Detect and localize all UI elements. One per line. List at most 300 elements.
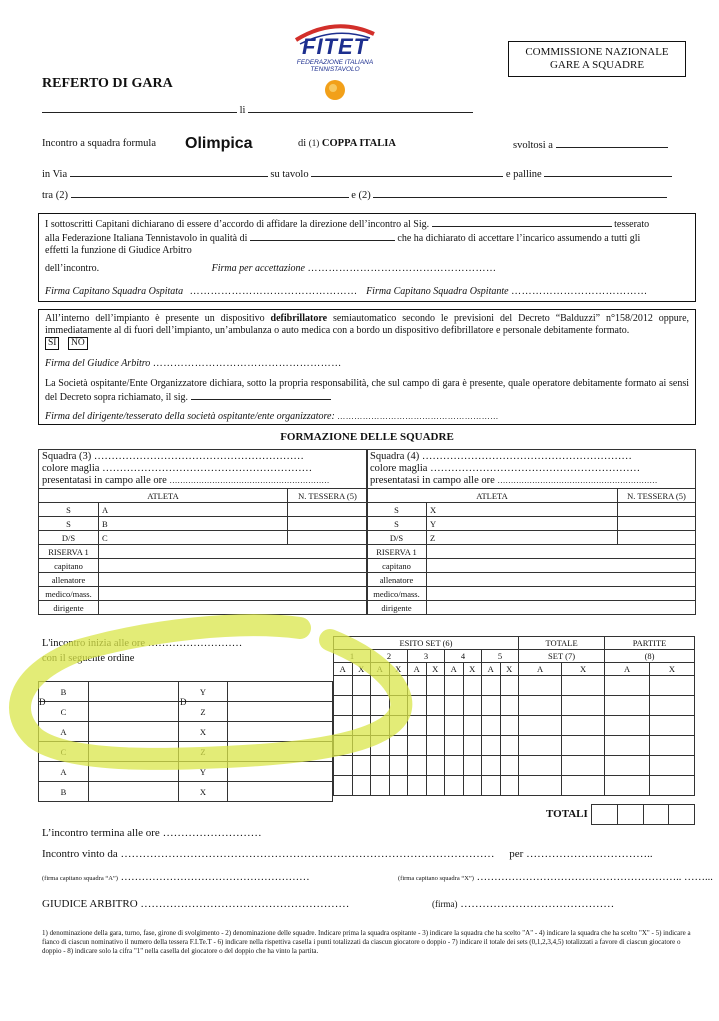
team-a-table-header: [39, 489, 368, 503]
team-a-name-cell[interactable]: [88, 722, 178, 742]
termina-label: L’incontro termina alle ore: [42, 827, 160, 839]
score-cell[interactable]: [519, 696, 562, 716]
set-4-header: 4: [445, 650, 482, 663]
agreement-text1: I sottoscritti Capitani dichiarano di essere d’accordo di affidare la direzione dell’incontro al Sig.: [45, 219, 430, 230]
score-cell[interactable]: [500, 716, 519, 736]
score-cell[interactable]: [605, 696, 650, 716]
a-column-header: A: [605, 663, 650, 676]
score-cell[interactable]: [352, 776, 371, 796]
a-column-header: A: [408, 663, 427, 676]
results-header-row1: [334, 637, 695, 650]
score-cell[interactable]: [605, 676, 650, 696]
player-letter: A: [102, 504, 109, 515]
score-cell[interactable]: [650, 676, 695, 696]
totali-cell[interactable]: [643, 805, 669, 825]
societa-paragraph: [45, 378, 689, 404]
score-cell[interactable]: [445, 776, 464, 796]
colore-field-a[interactable]: ……………………………………………………: [102, 463, 313, 474]
table-row: [334, 716, 695, 736]
staff-cell: allenatore: [367, 573, 427, 587]
team-a-player-cell: C: [39, 702, 89, 722]
staff-field[interactable]: [427, 601, 696, 615]
presentatasi-field-a[interactable]: ……………………………………………………: [169, 476, 330, 485]
score-cell[interactable]: [445, 716, 464, 736]
firma-x-label: (firma capitano squadra “X”): [398, 875, 474, 882]
logo-subtitle: [294, 59, 376, 73]
score-cell[interactable]: [482, 716, 501, 736]
table-row: [39, 762, 333, 782]
via-line: [42, 167, 672, 180]
riserva-cell: RISERVA 1: [39, 545, 99, 559]
set-2-header: 2: [371, 650, 408, 663]
tessera-cell[interactable]: [618, 531, 696, 545]
d-label-left: D: [39, 697, 46, 707]
firma-dir-label: Firma del dirigente/tesserato della società ospitante/ente organizzatore:: [45, 411, 335, 422]
partite-header: PARTITE: [605, 637, 695, 650]
firma-ga-field[interactable]: ………………………………………………: [152, 358, 342, 369]
table-row: [39, 517, 368, 531]
score-cell[interactable]: [389, 756, 408, 776]
di-note: (1): [308, 138, 320, 148]
firma-ga-row: [45, 358, 689, 370]
team-a-name-cell[interactable]: [88, 762, 178, 782]
score-cell[interactable]: [519, 676, 562, 696]
score-cell[interactable]: [352, 716, 371, 736]
score-cell[interactable]: [426, 776, 445, 796]
table-row: [367, 531, 696, 545]
team-x-name-cell[interactable]: [228, 782, 333, 802]
score-cell[interactable]: [426, 736, 445, 756]
player-letter: Y: [430, 518, 437, 529]
score-cell[interactable]: [334, 716, 353, 736]
player-letter: C: [102, 532, 108, 543]
footnote: 1) denominazione della gara, turno, fase, girone di svolgimento - 2) denominazione delle squadre. Indicare prima la squadra ospitante - 3) indicare la squadra che ha scelto "A" - 4) indicare la squadra che ha scelto "X" - 5) indicare a fianco di ciascun nominativo il numero della tessera F.I.Te.T - 6) indicare nella rispettiva casella i punti totalizzati da ciascun giocatore o doppio - 7) indicare il totale dei sets (0,1,2,3,4,5) totalizzati a favore di ciascun giocatore o doppio - 8) indicare solo la cifra "1" nella casella del giocatore o del doppio che ha vinto la partita.: [42, 929, 691, 955]
score-cell[interactable]: [334, 736, 353, 756]
tessera-cell[interactable]: [618, 503, 696, 517]
score-cell[interactable]: [389, 696, 408, 716]
role-cell: S: [367, 517, 427, 531]
score-cell[interactable]: [463, 716, 482, 736]
table-row: [39, 573, 368, 587]
agreement-line1: [45, 217, 689, 231]
staff-cell: dirigente: [39, 601, 99, 615]
team-x-formation: [366, 449, 696, 615]
firma-capitani-line: [42, 872, 310, 883]
presentatasi-field-x[interactable]: ……………………………………………………: [497, 476, 658, 485]
team-x-player-cell: Z: [178, 742, 228, 762]
firma-x-field[interactable]: ………………………………………………….. ……...: [476, 872, 713, 883]
firma-ospitante-field[interactable]: …………………………………: [511, 286, 648, 297]
si-checkbox[interactable]: SI: [45, 337, 59, 350]
agreement-line3: effetti la funzione di Giudice Arbitro: [45, 245, 192, 256]
table-row: [39, 545, 368, 559]
incontro-line: [42, 138, 156, 149]
score-cell[interactable]: [371, 776, 390, 796]
table-row: [367, 573, 696, 587]
score-cell[interactable]: [334, 696, 353, 716]
a-column-header: A: [482, 663, 501, 676]
giudice-label: GIUDICE ARBITRO: [42, 898, 138, 910]
termina-line: [42, 827, 262, 839]
score-cell[interactable]: [650, 736, 695, 756]
agreement-line4: [45, 263, 689, 275]
score-cell[interactable]: [500, 776, 519, 796]
score-cell[interactable]: [371, 716, 390, 736]
table-row: [334, 736, 695, 756]
team-x-name-cell[interactable]: [228, 722, 333, 742]
table-row: [367, 545, 696, 559]
firma-accettazione-field[interactable]: ………………………………………………: [307, 263, 497, 274]
score-cell[interactable]: [562, 716, 605, 736]
score-cell[interactable]: [389, 676, 408, 696]
squadra3-field[interactable]: ……………………………………………………: [93, 451, 304, 462]
commission-line2: GARE A SQUADRE: [549, 59, 645, 71]
score-cell[interactable]: [334, 776, 353, 796]
atleta-cell[interactable]: [99, 517, 288, 531]
staff-field[interactable]: [99, 587, 368, 601]
results-header-row2: [334, 650, 695, 663]
team-a-colore: [42, 463, 364, 475]
score-cell[interactable]: [389, 716, 408, 736]
score-cell[interactable]: [371, 696, 390, 716]
team-a-player-cell: A: [39, 722, 89, 742]
presentatasi-label-a: presentatasi in campo alle ore: [42, 475, 167, 486]
score-cell[interactable]: [426, 696, 445, 716]
player-letter: X: [430, 504, 437, 515]
firma-giudice-field[interactable]: ……………………………………: [460, 898, 615, 910]
esito-header: ESITO SET (6): [334, 637, 519, 650]
firma-accettazione-label: Firma per accettazione: [211, 263, 305, 274]
score-cell[interactable]: [519, 756, 562, 776]
score-cell[interactable]: [426, 716, 445, 736]
totali-cell[interactable]: [592, 805, 618, 825]
a-column-header: A: [445, 663, 464, 676]
score-cell[interactable]: [352, 756, 371, 776]
no-checkbox[interactable]: NO: [68, 337, 88, 350]
operatore-field[interactable]: [191, 390, 331, 400]
x-column-header: X: [562, 663, 605, 676]
score-cell[interactable]: [463, 696, 482, 716]
team-x-player-cell: Y: [178, 682, 228, 702]
referee-name-field[interactable]: [432, 217, 612, 227]
score-cell[interactable]: [605, 776, 650, 796]
firma-ospitata-field[interactable]: …………………………………………: [189, 286, 358, 297]
commission-box: [508, 41, 686, 77]
tra-label: tra (2): [42, 190, 68, 201]
score-cell[interactable]: [371, 756, 390, 776]
team-x-player-cell: Z: [178, 702, 228, 722]
date-field[interactable]: [248, 103, 473, 113]
team-a-name-cell[interactable]: [88, 702, 178, 722]
team-x-player-cell: Y: [178, 762, 228, 782]
agreement-line2: [45, 231, 689, 245]
riserva-field[interactable]: [99, 545, 368, 559]
defibrillator-box: [38, 309, 696, 425]
set-3-header: 3: [408, 650, 445, 663]
staff-field[interactable]: [427, 559, 696, 573]
table-row: [39, 559, 368, 573]
score-cell[interactable]: [408, 696, 427, 716]
score-cell[interactable]: [463, 776, 482, 796]
ordine-label: con il seguente ordine: [42, 653, 135, 664]
team2-field[interactable]: [373, 188, 667, 198]
score-cell[interactable]: [352, 736, 371, 756]
palline-field[interactable]: [544, 167, 672, 177]
table-row: [39, 601, 368, 615]
staff-cell: allenatore: [39, 573, 99, 587]
team-x-presentatasi: [370, 475, 692, 487]
staff-field[interactable]: [99, 573, 368, 587]
score-cell[interactable]: [389, 736, 408, 756]
results-header-row3: [334, 663, 695, 676]
score-cell[interactable]: [519, 716, 562, 736]
table-row: [334, 696, 695, 716]
team-a-name-cell[interactable]: [88, 682, 178, 702]
set-1-header: 1: [334, 650, 371, 663]
score-cell[interactable]: [408, 716, 427, 736]
competition-line: [298, 138, 396, 149]
score-cell[interactable]: [445, 736, 464, 756]
score-cell[interactable]: [408, 776, 427, 796]
atleta-cell[interactable]: [99, 503, 288, 517]
score-cell[interactable]: [482, 776, 501, 796]
table-row: [334, 676, 695, 696]
player-letter: Z: [430, 532, 436, 543]
table-row: [334, 756, 695, 776]
score-cell[interactable]: [482, 756, 501, 776]
vinto-label: Incontro vinto da: [42, 848, 118, 860]
team-a-presentatasi: [42, 475, 364, 487]
score-cell[interactable]: [650, 756, 695, 776]
set7-header: SET (7): [519, 650, 605, 663]
societa-text: La Società ospitante/Ente Organizzatore dichiara, sotto la propria responsabilità, che sul campo di gara è presente, quale operatore debitamente formato ai sensi del Decreto sopra richiamato, il sig.: [45, 378, 689, 403]
colore-label-a: colore maglia: [42, 463, 100, 474]
team-a-formation: [38, 449, 368, 615]
totali-row: [592, 805, 695, 825]
score-cell[interactable]: [562, 696, 605, 716]
defib-paragraph: [45, 313, 689, 337]
team-x-name-cell[interactable]: [228, 682, 333, 702]
atleta-cell[interactable]: [427, 517, 618, 531]
role-cell: S: [39, 503, 99, 517]
team-a-player-cell: B: [39, 782, 89, 802]
table-row: [39, 742, 333, 762]
score-rows: [334, 676, 695, 796]
vinto-field[interactable]: …………………………………………………………………………………………: [120, 848, 495, 860]
staff-cell: medico/mass.: [367, 587, 427, 601]
team-a-name-cell[interactable]: [88, 782, 178, 802]
di-label: di: [298, 138, 307, 149]
a-column-header: A: [371, 663, 390, 676]
team1-field[interactable]: [71, 188, 349, 198]
table-row: [334, 776, 695, 796]
team-x-name-cell[interactable]: [228, 742, 333, 762]
score-cell[interactable]: [650, 696, 695, 716]
page-title: REFERTO DI GARA: [42, 76, 173, 91]
place-field[interactable]: [42, 103, 237, 113]
per-field[interactable]: ……………………………..: [526, 848, 653, 860]
tessera-header-a: N. TESSERA (5): [288, 489, 368, 503]
tesserato-label: tesserato: [614, 219, 650, 230]
dell-incontro: dell’incontro.: [45, 263, 100, 274]
logo-subtitle-1: FEDERAZIONE ITALIANA: [296, 59, 374, 66]
score-cell[interactable]: [605, 756, 650, 776]
tessera-cell[interactable]: [288, 503, 368, 517]
staff-cell: dirigente: [367, 601, 427, 615]
tavolo-field[interactable]: [311, 167, 503, 177]
svoltosi-field[interactable]: [556, 138, 668, 148]
colore-label-x: colore maglia: [370, 463, 428, 474]
score-cell[interactable]: [482, 696, 501, 716]
totali-cell[interactable]: [617, 805, 643, 825]
table-row: [39, 722, 333, 742]
team-x-squadra: [370, 451, 692, 463]
firma-a-label: (firma capitano squadra “A”): [42, 875, 118, 882]
score-cell[interactable]: [445, 696, 464, 716]
team-a-player-cell: B: [39, 682, 89, 702]
via-field[interactable]: [70, 167, 268, 177]
palline-label: e palline: [505, 169, 542, 180]
x-column-header: X: [352, 663, 371, 676]
score-cell[interactable]: [463, 736, 482, 756]
agreement-text2a: alla Federazione Italiana Tennistavolo in qualità di: [45, 233, 248, 244]
formula-value: Olimpica: [185, 135, 253, 152]
score-cell[interactable]: [562, 676, 605, 696]
colore-field-x[interactable]: ……………………………………………………: [430, 463, 641, 474]
score-cell[interactable]: [334, 676, 353, 696]
firma-ospitante-label: Firma Capitano Squadra Ospitante: [366, 286, 509, 297]
fitet-logo: [290, 22, 380, 102]
results-table: [333, 636, 695, 796]
staff-field[interactable]: [99, 601, 368, 615]
score-cell[interactable]: [605, 736, 650, 756]
role-cell: S: [39, 517, 99, 531]
li-label: li: [239, 105, 246, 116]
firma-giudice-line: [432, 898, 614, 910]
set-5-header: 5: [482, 650, 519, 663]
via-label: in Via: [42, 169, 68, 180]
score-cell[interactable]: [500, 676, 519, 696]
staff-field[interactable]: [427, 573, 696, 587]
score-cell[interactable]: [408, 676, 427, 696]
score-cell[interactable]: [562, 736, 605, 756]
score-cell[interactable]: [408, 736, 427, 756]
table-row: [39, 587, 368, 601]
p8-header: (8): [605, 650, 695, 663]
atleta-header-a: ATLETA: [39, 489, 288, 503]
score-cell[interactable]: [463, 756, 482, 776]
score-cell[interactable]: [334, 756, 353, 776]
score-cell[interactable]: [426, 756, 445, 776]
role-field[interactable]: [250, 231, 395, 241]
score-cell[interactable]: [371, 676, 390, 696]
score-cell[interactable]: [562, 756, 605, 776]
defib-text-a: All’interno dell’impianto è presente un dispositivo: [45, 313, 265, 324]
score-cell[interactable]: [408, 756, 427, 776]
teams-line: [42, 188, 667, 201]
team-x-colore: [370, 463, 692, 475]
score-cell[interactable]: [426, 676, 445, 696]
score-cell[interactable]: [352, 696, 371, 716]
team-x-name-cell[interactable]: [228, 762, 333, 782]
score-cell[interactable]: [500, 736, 519, 756]
squadra3-label: Squadra (3): [42, 451, 92, 462]
inizia-field[interactable]: ………………………: [147, 638, 243, 649]
score-cell[interactable]: [650, 716, 695, 736]
table-row: [367, 503, 696, 517]
atleta-cell[interactable]: [427, 503, 618, 517]
riserva-field[interactable]: [427, 545, 696, 559]
presentatasi-label-x: presentatasi in campo alle ore: [370, 475, 495, 486]
tessera-cell[interactable]: [288, 517, 368, 531]
logo-name: FITET: [302, 34, 369, 59]
staff-field[interactable]: [99, 559, 368, 573]
tessera-header-x: N. TESSERA (5): [618, 489, 696, 503]
termina-field[interactable]: ………………………: [162, 827, 262, 839]
score-cell[interactable]: [445, 756, 464, 776]
score-cell[interactable]: [371, 736, 390, 756]
firma-a-field[interactable]: ………………………………………………: [120, 872, 310, 883]
score-cell[interactable]: [445, 676, 464, 696]
score-cell[interactable]: [352, 676, 371, 696]
team-x-player-cell: X: [178, 782, 228, 802]
tessera-cell[interactable]: [288, 531, 368, 545]
atleta-cell[interactable]: [427, 531, 618, 545]
score-cell[interactable]: [650, 776, 695, 796]
a-column-header: A: [519, 663, 562, 676]
role-cell: D/S: [39, 531, 99, 545]
table-row: [39, 531, 368, 545]
team-a-name-cell[interactable]: [88, 742, 178, 762]
incontro-label: Incontro a squadra formula: [42, 138, 156, 149]
table-row: [39, 782, 333, 802]
totali-cell[interactable]: [669, 805, 695, 825]
score-cell[interactable]: [463, 676, 482, 696]
team-a-player-cell: A: [39, 762, 89, 782]
arbitro-agreement-box: [38, 213, 696, 302]
score-cell[interactable]: [500, 756, 519, 776]
per-label: per: [509, 848, 524, 860]
staff-field[interactable]: [427, 587, 696, 601]
agreement-line5: [45, 286, 689, 298]
score-cell[interactable]: [500, 696, 519, 716]
team-a-squadra: [42, 451, 364, 463]
player-letter: B: [102, 518, 108, 529]
tessera-cell[interactable]: [618, 517, 696, 531]
totali-label: TOTALI: [546, 808, 588, 820]
score-cell[interactable]: [482, 736, 501, 756]
score-cell[interactable]: [389, 776, 408, 796]
score-cell[interactable]: [562, 776, 605, 796]
defib-text-c: semiautomatico secondo le previsioni del Decreto “Balduzzi” n°158/2012 oppure, immediatamente al di fuori dell’impianto, un’ambulanza o auto medica con a bordo un dispositivo defibrillatore e personale debitamente formato.: [45, 313, 690, 336]
atleta-cell[interactable]: [99, 531, 288, 545]
team-x-name-cell[interactable]: [228, 702, 333, 722]
score-cell[interactable]: [482, 676, 501, 696]
d-label-right: D: [180, 697, 187, 707]
totali-table: [591, 804, 695, 825]
competition-value: COPPA ITALIA: [321, 138, 396, 149]
firma-x-line: [398, 872, 713, 883]
staff-cell: capitano: [367, 559, 427, 573]
score-cell[interactable]: [519, 736, 562, 756]
squadra4-field[interactable]: ……………………………………………………: [421, 451, 632, 462]
score-cell[interactable]: [519, 776, 562, 796]
tavolo-label: su tavolo: [270, 169, 309, 180]
score-cell[interactable]: [605, 716, 650, 736]
table-row: [367, 601, 696, 615]
firma-dir-field[interactable]: …………………………………………………: [337, 412, 499, 421]
giudice-field[interactable]: …………………………………………………: [140, 898, 350, 910]
